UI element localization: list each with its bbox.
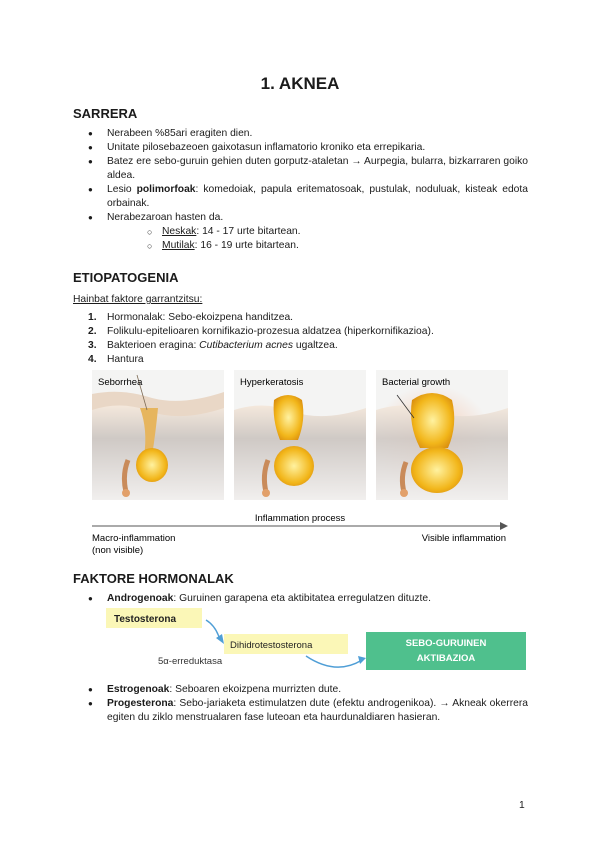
sarrera-list — [88, 127, 528, 253]
non-visible-label: (non visible) — [92, 545, 144, 556]
sub-item-label: Mutilak — [162, 240, 195, 251]
list-item — [88, 353, 528, 367]
arrow-2-head — [358, 656, 366, 664]
item-number: 3. — [88, 340, 97, 351]
process-label: Inflammation process — [254, 513, 346, 524]
panel-hyperkeratosis — [234, 370, 366, 500]
factor-list — [88, 311, 528, 367]
sub-list-item — [147, 239, 528, 253]
item-text: ugaltzea. — [293, 340, 338, 351]
item-text: Hantura — [107, 354, 144, 365]
macro-inflammation-label: Macro-inflammation — [92, 533, 176, 544]
panel-label-seborrhea: Seborrhea — [98, 377, 143, 388]
sub-list-item — [147, 225, 528, 239]
page-number: 1 — [519, 800, 525, 811]
panel-label-bacterial-growth: Bacterial growth — [382, 377, 451, 388]
list-item — [88, 211, 528, 253]
etiopatogenia-heading: ETIOPATOGENIA — [73, 270, 179, 285]
hormonalak-list-2 — [88, 683, 528, 725]
list-item: ● Nerabeen %85ari eragiten dien. — [88, 127, 528, 141]
testosterona-label: Testosterona — [114, 614, 177, 625]
sub-list — [107, 225, 528, 253]
dht-label: Dihidrotestosterona — [230, 640, 313, 651]
item-text: Folikulu-epitelioaren kornifikazio-prozesua aldatzea (hiperkornifikazioa). — [107, 326, 434, 337]
arrow-2 — [306, 656, 362, 667]
hormone-pathway-diagram — [106, 606, 530, 678]
result-label-line2: AKTIBAZIOA — [416, 653, 476, 664]
result-label-line1: SEBO-GURUINEN — [405, 638, 487, 649]
sub-item-label: Neskak — [162, 226, 197, 237]
list-item-text: : komedoiak, papula eritematosoak, pustulak, noduluak, kisteak edota orbainak. — [107, 184, 528, 209]
arrow-1-head — [216, 634, 224, 644]
item-text: Bakterioen eragina: — [107, 340, 200, 351]
list-item: ● Unitate pilosebazeoen gaixotasun inflamatorio kroniko eta errepikaria. — [88, 141, 528, 155]
list-item-text: Lesio — [107, 184, 137, 195]
list-item — [88, 311, 528, 325]
list-item — [88, 325, 528, 339]
sarrera-heading: SARRERA — [73, 106, 138, 121]
list-item — [88, 183, 528, 211]
item-text: Hormonalak: Sebo-ekoizpena handitzea. — [107, 312, 294, 323]
page-title: 1. AKNEA — [260, 74, 340, 93]
list-item-bold: polimorfoak — [136, 184, 196, 195]
hormonalak-heading: FAKTORE HORMONALAK — [73, 571, 234, 586]
list-item-text: : Sebo-jariaketa estimulatzen dute (efektu androgenikoa). → Akneak okerrera egiten du ziklo menstrualaren fase luteoan eta haurdunaldiaren hasieran. — [107, 698, 528, 723]
item-number: 2. — [88, 326, 97, 337]
bacteria-name: Cutibacterium acnes — [199, 340, 294, 351]
list-item — [88, 339, 528, 353]
hormonalak-list-1 — [88, 592, 528, 606]
sub-item-text: : 16 - 19 urte bitartean. — [194, 240, 299, 251]
list-item-text: Nerabezaroan hasten da. — [107, 212, 224, 223]
item-number: 4. — [88, 354, 97, 365]
list-item-bold: Estrogenoak — [107, 684, 170, 695]
enzyme-label: 5α-erreduktasa — [158, 656, 223, 667]
process-arrowhead — [500, 522, 508, 530]
panel-bacterial-growth — [372, 370, 508, 500]
list-item-text: : Seboaren ekoizpena murrizten dute. — [169, 684, 342, 695]
list-item: ● Batez ere sebo-guruin gehien duten gorputz-ataletan → Aurpegia, bularra, bizkarraren goiko aldea. — [88, 155, 528, 183]
visible-inflammation-label: Visible inflammation — [421, 533, 506, 544]
list-item-bold: Androgenoak — [107, 593, 174, 604]
etiopatogenia-subheading: Hainbat faktore garrantzitsu: — [73, 294, 203, 305]
item-number: 1. — [88, 312, 97, 323]
list-item — [88, 592, 528, 606]
sub-item-text: : 14 - 17 urte bitartean. — [196, 226, 301, 237]
acne-pathogenesis-figure — [92, 370, 508, 560]
list-item-text: : Guruinen garapena eta aktibitatea erregulatzen dituzte. — [173, 593, 431, 604]
list-item — [88, 697, 528, 725]
list-item-bold: Progesterona — [107, 698, 174, 709]
panel-label-hyperkeratosis: Hyperkeratosis — [240, 377, 304, 388]
panel-seborrhea — [92, 370, 224, 500]
list-item — [88, 683, 528, 697]
